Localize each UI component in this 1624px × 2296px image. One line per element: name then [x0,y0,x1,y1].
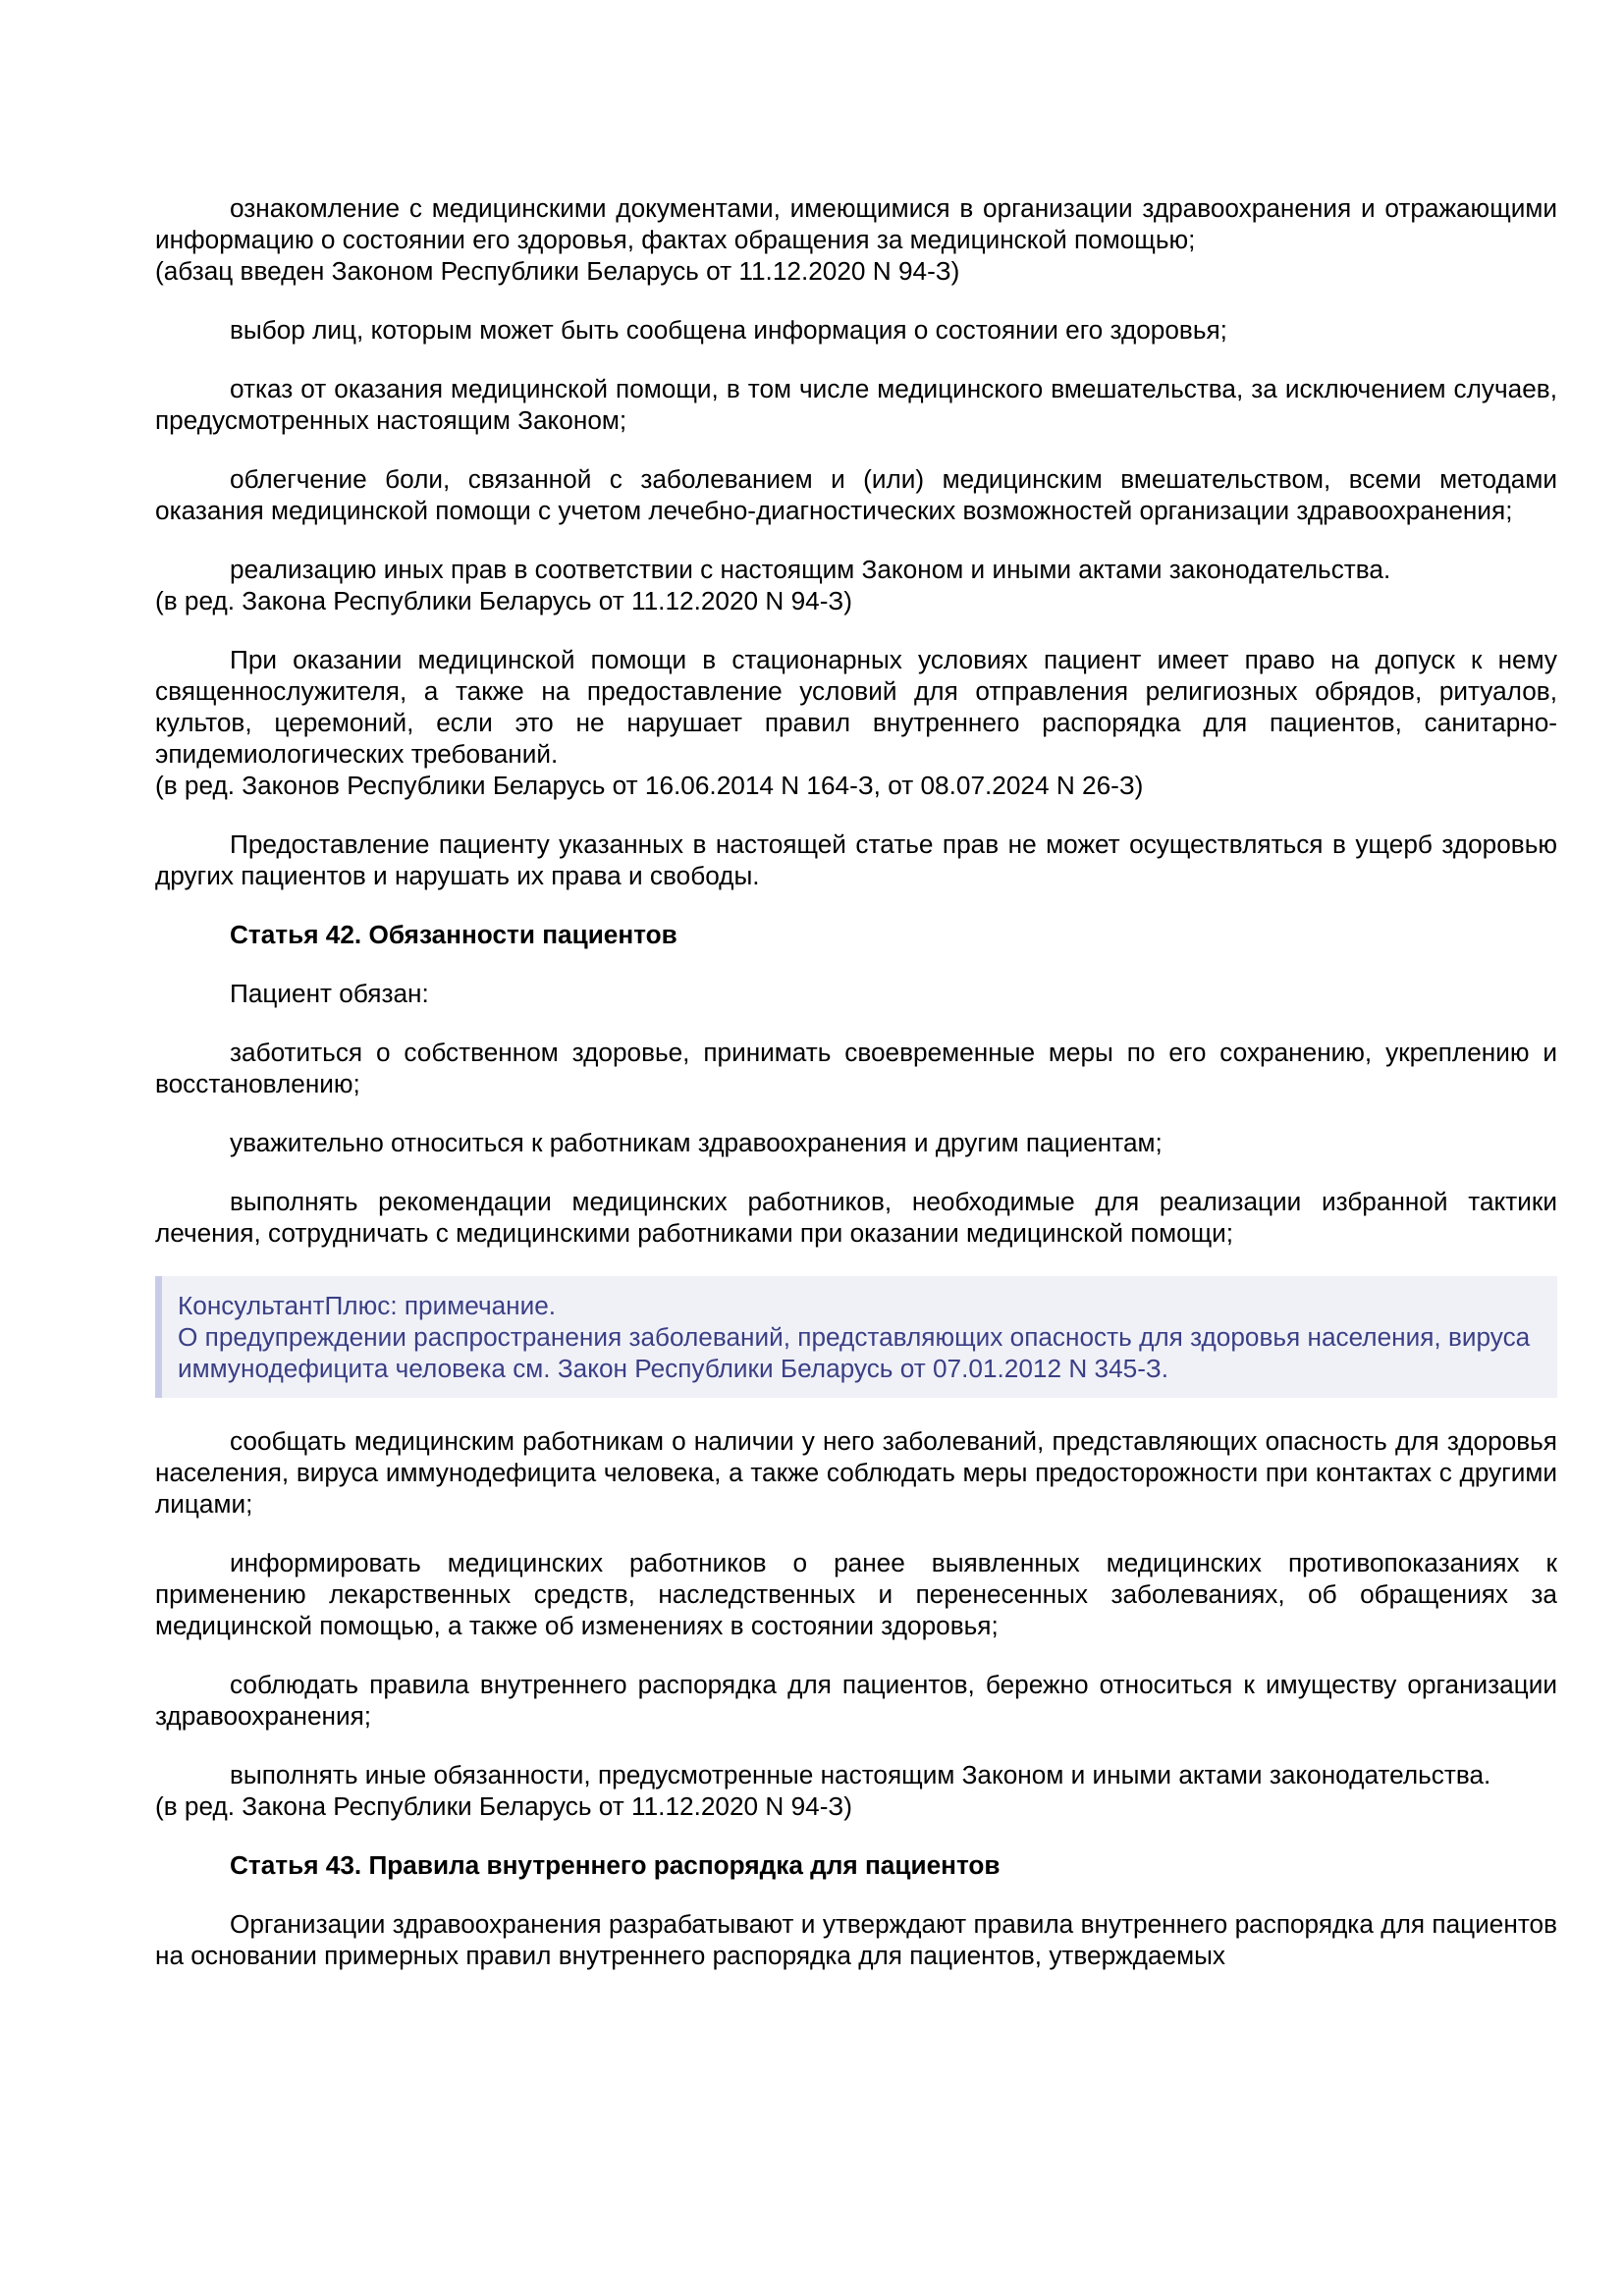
paragraph: сообщать медицинским работникам о наличии у него заболеваний, представляющих опасность для здоровья населения, вируса иммунодефицита человека, а также соблюдать меры предосторожности при контактах с другими лицами; [155,1426,1557,1519]
paragraph: Предоставление пациенту указанных в настоящей статье прав не может осуществляться в ущерб здоровью других пациентов и нарушать их права и свободы. [155,829,1557,890]
paragraph: уважительно относиться к работникам здравоохранения и другим пациентам; [230,1128,1163,1157]
amendment-note: (в ред. Закона Республики Беларусь от 11.12.2020 N 94-З) [155,586,852,615]
consultant-note-text[interactable]: О предупреждении распространения заболеваний, представляющих опасность для здоровья населения, вируса иммунодефицита человека см. Закон Республики Беларусь от 07.01.2012 N 345-З. [178,1322,1531,1383]
paragraph: Пациент обязан: [230,979,429,1008]
paragraph: выполнять рекомендации медицинских работников, необходимые для реализации избранной тактики лечения, сотрудничать с медицинскими работниками при оказании медицинской помощи; [155,1187,1557,1248]
paragraph: отказ от оказания медицинской помощи, в том числе медицинского вмешательства, за исключением случаев, предусмотренных настоящим Законом; [155,374,1557,435]
article-heading: Статья 42. Обязанности пациентов [230,920,677,949]
paragraph: облегчение боли, связанной с заболеванием и (или) медицинским вмешательством, всеми методами оказания медицинской помощи с учетом лечебно-диагностических возможностей организации здравоохранения; [155,464,1557,525]
paragraph: Организации здравоохранения разрабатывают и утверждают правила внутреннего распорядка для пациентов на основании примерных правил внутреннего распорядка для пациентов, утверждаемых [155,1909,1557,1970]
article-heading: Статья 43. Правила внутреннего распорядка для пациентов [230,1850,1001,1880]
document-page [155,192,1557,1971]
consultant-note [155,1276,1557,1398]
paragraph: ознакомление с медицинскими документами, имеющимися в организации здравоохранения и отражающими информацию о состоянии его здоровья, фактах обращения за медицинской помощью; [155,193,1557,254]
amendment-note: (абзац введен Законом Республики Беларусь от 11.12.2020 N 94-З) [155,256,960,286]
paragraph: информировать медицинских работников о ранее выявленных медицинских противопоказаниях к применению лекарственных средств, наследственных и перенесенных заболеваниях, об обращениях за медицинской помощью, а также об изменениях в состоянии здоровья; [155,1548,1557,1640]
paragraph: реализацию иных прав в соответствии с настоящим Законом и иными актами законодательства. [230,555,1391,584]
amendment-note: (в ред. Законов Республики Беларусь от 16.06.2014 N 164-З, от 08.07.2024 N 26-З) [155,771,1144,800]
consultant-note-title: КонсультантПлюс: примечание. [178,1291,557,1320]
paragraph: соблюдать правила внутреннего распорядка для пациентов, бережно относиться к имуществу организации здравоохранения; [155,1670,1557,1731]
amendment-note: (в ред. Закона Республики Беларусь от 11.12.2020 N 94-З) [155,1791,852,1821]
paragraph: При оказании медицинской помощи в стационарных условиях пациент имеет право на допуск к нему священнослужителя, а также на предоставление условий для отправления религиозных обрядов, ритуалов, культов, церемоний, если это не нарушает правил внутреннего распорядка для пациентов, санитарно-эпидемиологических требований. [155,645,1557,769]
paragraph: выполнять иные обязанности, предусмотренные настоящим Законом и иными актами законодательства. [230,1760,1491,1789]
paragraph: заботиться о собственном здоровье, принимать своевременные меры по его сохранению, укреплению и восстановлению; [155,1038,1557,1098]
paragraph: выбор лиц, которым может быть сообщена информация о состоянии его здоровья; [230,315,1227,345]
